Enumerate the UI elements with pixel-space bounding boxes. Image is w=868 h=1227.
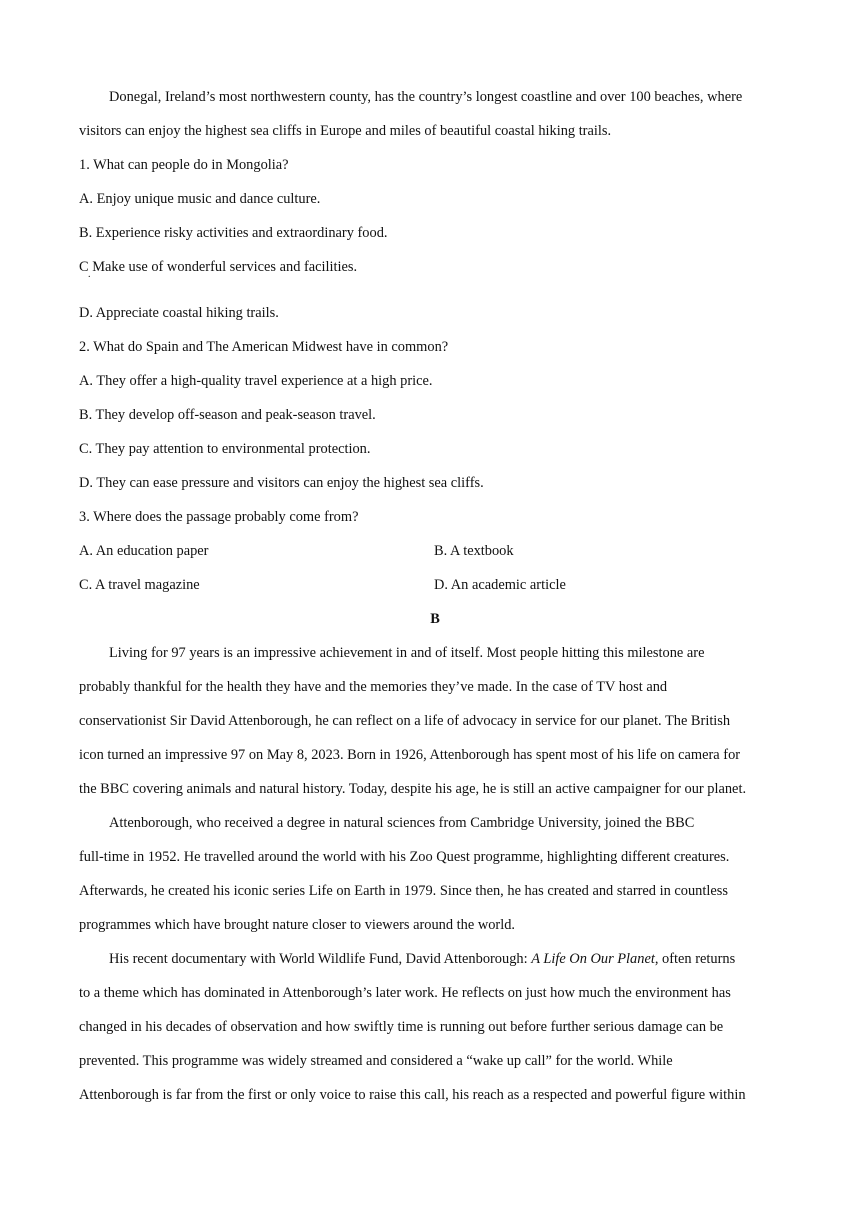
question-3-option-c: C. A travel magazine xyxy=(79,577,200,593)
question-1-option-d: D. Appreciate coastal hiking trails. xyxy=(79,305,279,321)
p3-line-1 xyxy=(79,942,791,976)
p2-line-2: full-time in 1952. He travelled around the world with his Zoo Quest programme, highlighting different creatures. xyxy=(79,849,730,865)
question-2-option-c: C. They pay attention to environmental protection. xyxy=(79,441,371,457)
p1-line-2: probably thankful for the health they have and the memories they’ve made. In the case of TV host and xyxy=(79,679,668,695)
question-1-option-b: B. Experience risky activities and extraordinary food. xyxy=(79,225,388,241)
p3-line-3: changed in his decades of observation and how swiftly time is running out before further serious damage can be xyxy=(79,1019,724,1035)
question-2-option-a: A. They offer a high-quality travel experience at a high price. xyxy=(79,373,433,389)
p3-line-5: Attenborough is far from the first or only voice to raise this call, his reach as a respected and powerful figure within xyxy=(79,1087,746,1103)
question-1-option-c: C Make use of wonderful services and facilities. . xyxy=(79,250,791,284)
p2-line-1: Attenborough, who received a degree in natural sciences from Cambridge University, joined the BBC xyxy=(109,815,695,831)
question-3-options-row-2 xyxy=(79,568,791,602)
p1-line-5: the BBC covering animals and natural history. Today, despite his age, he is still an active campaigner for our planet. xyxy=(79,781,747,797)
p3-line-2: to a theme which has dominated in Attenborough’s later work. He reflects on just how much the environment has xyxy=(79,985,731,1001)
p1-line-4: icon turned an impressive 97 on May 8, 2023. Born in 1926, Attenborough has spent most of his life on camera for xyxy=(79,747,741,763)
section-b-heading: B xyxy=(430,611,440,627)
p1-line-3: conservationist Sir David Attenborough, he can reflect on a life of advocacy in service for our planet. The British xyxy=(79,713,731,729)
p3-line-1-post: , often returns xyxy=(654,951,736,967)
passage-a-line-2: visitors can enjoy the highest sea cliffs in Europe and miles of beautiful coastal hiking trails. xyxy=(79,123,612,139)
question-3-stem: 3. Where does the passage probably come from? xyxy=(79,509,359,525)
p3-line-4: prevented. This programme was widely streamed and considered a “wake up call” for the world. While xyxy=(79,1053,673,1069)
p1-line-1: Living for 97 years is an impressive achievement in and of itself. Most people hitting this milestone are xyxy=(109,645,705,661)
p2-line-3: Afterwards, he created his iconic series Life on Earth in 1979. Since then, he has created and starred in countless xyxy=(79,883,728,899)
passage-a-line-1: Donegal, Ireland’s most northwestern county, has the country’s longest coastline and over 100 beaches, where xyxy=(109,89,743,105)
documentary-title: A Life On Our Planet xyxy=(531,951,655,967)
question-2-option-b: B. They develop off-season and peak-season travel. xyxy=(79,407,376,423)
question-2-stem: 2. What do Spain and The American Midwest have in common? xyxy=(79,339,449,355)
question-3-option-d: D. An academic article xyxy=(434,577,566,593)
document-page xyxy=(79,80,791,1112)
question-3-options-row-1 xyxy=(79,534,791,568)
question-1-stem: 1. What can people do in Mongolia? xyxy=(79,157,289,173)
p3-line-1-pre: His recent documentary with World Wildlife Fund, David Attenborough: xyxy=(109,951,532,967)
question-3-option-a: A. An education paper xyxy=(79,543,209,559)
question-2-option-d: D. They can ease pressure and visitors can enjoy the highest sea cliffs. xyxy=(79,475,484,491)
question-3-option-b: B. A textbook xyxy=(434,543,514,559)
question-1-option-a: A. Enjoy unique music and dance culture. xyxy=(79,191,321,207)
p2-line-4: programmes which have brought nature closer to viewers around the world. xyxy=(79,917,515,933)
